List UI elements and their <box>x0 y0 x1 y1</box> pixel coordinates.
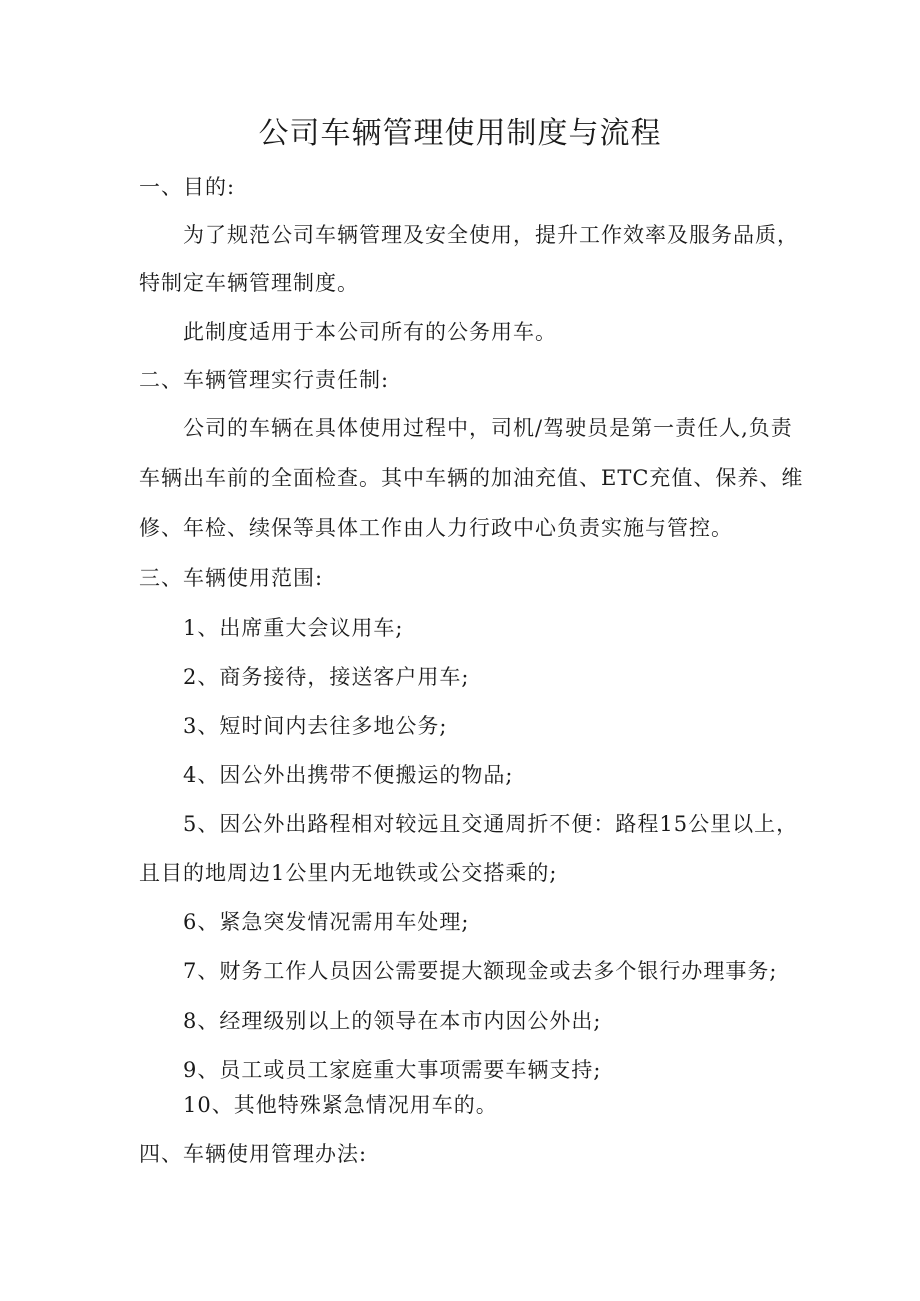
list-item-continuation: 且目的地周边1公里内无地铁或公交搭乘的; <box>139 861 558 885</box>
paragraph-line: 此制度适用于本公司所有的公务用车。 <box>183 320 557 344</box>
paragraph-line: 修、年检、续保等具体工作由人力行政中心负责实施与管控。 <box>139 516 733 540</box>
section-heading-scope: 三、车辆使用范围: <box>139 566 324 590</box>
list-item: 8、经理级别以上的领导在本市内因公外出; <box>183 1009 602 1033</box>
paragraph-line: 为了规范公司车辆管理及安全使用，提升工作效率及服务品质， <box>183 223 799 247</box>
section-heading-responsibility: 二、车辆管理实行责任制: <box>139 368 390 392</box>
list-item: 4、因公外出携带不便搬运的物品; <box>183 763 514 787</box>
list-item: 1、出席重大会议用车; <box>183 616 404 640</box>
paragraph-line: 特制定车辆管理制度。 <box>139 271 359 295</box>
list-item: 2、商务接待，接送客户用车; <box>183 665 470 689</box>
list-item: 7、财务工作人员因公需要提大额现金或去多个银行办理事务; <box>183 959 778 983</box>
section-heading-purpose: 一、目的: <box>139 175 236 199</box>
list-item: 5、因公外出路程相对较远且交通周折不便：路程15公里以上， <box>183 812 799 836</box>
list-item: 9、员工或员工家庭重大事项需要车辆支持; <box>183 1058 602 1082</box>
list-item: 6、紧急突发情况需用车处理; <box>183 910 470 934</box>
list-item: 10、其他特殊紧急情况用车的。 <box>183 1093 498 1117</box>
section-heading-management: 四、车辆使用管理办法: <box>139 1142 368 1166</box>
document-title: 公司车辆管理使用制度与流程 <box>258 116 662 151</box>
paragraph-line: 车辆出车前的全面检查。其中车辆的加油充值、ETC充值、保养、维 <box>139 466 804 490</box>
list-item: 3、短时间内去往多地公务; <box>183 714 448 738</box>
paragraph-line: 公司的车辆在具体使用过程中，司机/驾驶员是第一责任人,负责 <box>183 416 793 440</box>
